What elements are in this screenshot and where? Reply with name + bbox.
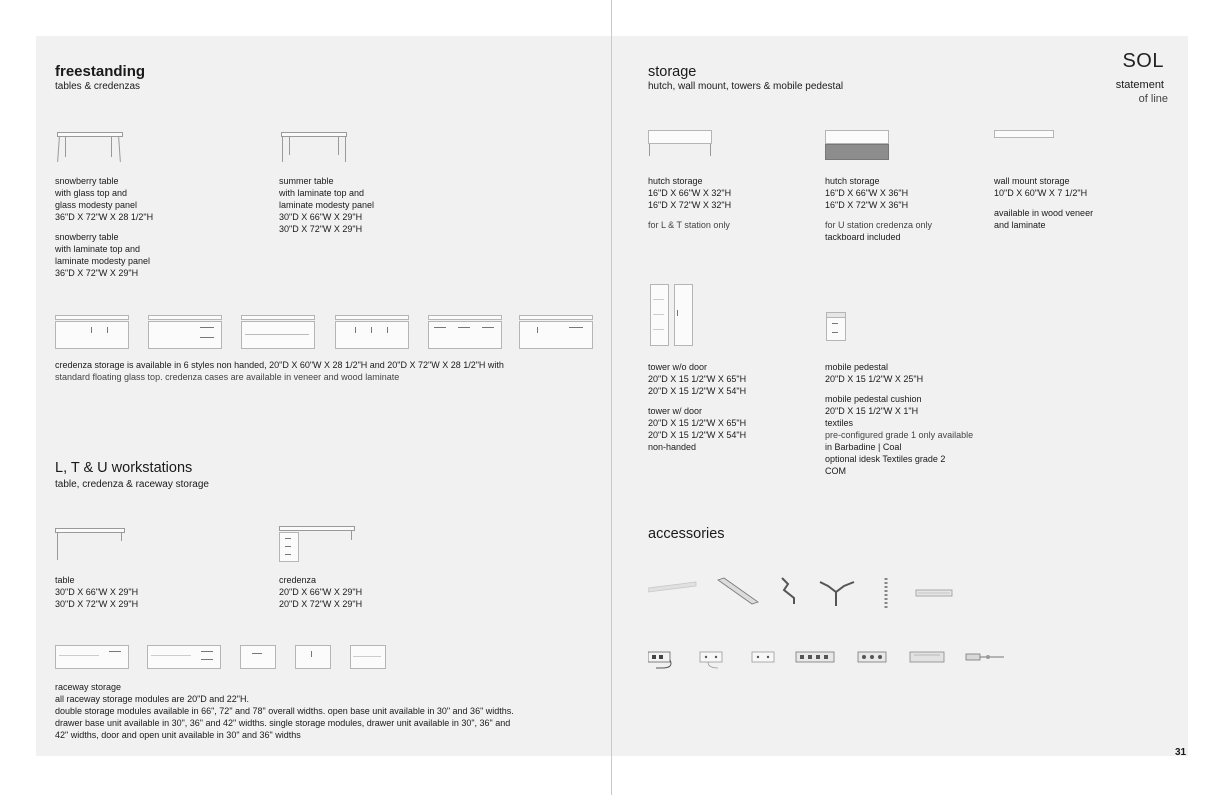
accessories-title: accessories — [648, 526, 725, 542]
mobile-pedestal-image — [826, 312, 848, 342]
note-line: standard floating glass top. credenza cases are available in veneer and wood laminate — [55, 372, 400, 382]
spec-line: 20"D X 15 1/2"W X 54"H — [648, 430, 747, 440]
hutch-storage-lt-image — [648, 130, 714, 158]
spec-line: with laminate top and — [279, 188, 365, 198]
task-light-icon — [718, 578, 758, 604]
power-bar-icon — [916, 590, 952, 596]
grommet-outlet-icon — [858, 652, 886, 662]
credenza-style-2-image — [148, 315, 223, 349]
credenza-style-5-image — [428, 315, 503, 349]
summer-table-image — [279, 132, 349, 164]
cable-tray-icon — [648, 582, 696, 592]
hutch-storage-u-image — [825, 130, 891, 160]
storage-title: storage — [648, 64, 697, 80]
spec-note: pre-configured grade 1 only available — [825, 430, 974, 440]
spec-line: with laminate top and — [55, 244, 141, 254]
spec-line: table — [55, 575, 75, 585]
spec-line: 42" widths, door and open unit available in 30" and 36" widths — [55, 730, 301, 740]
hutch-u-specs — [825, 175, 932, 243]
spec-line: 36"D X 72"W X 28 1/2"H — [55, 212, 154, 222]
spec-line: 30"D X 72"W X 29"H — [279, 224, 363, 234]
note-line: credenza storage is available in 6 styles non handed, 20"D X 60"W X 28 1/2"H and 20"D X 72"W X 28 1/2"H with — [55, 360, 504, 370]
spec-line: hutch storage — [648, 176, 703, 186]
spec-line: mobile pedestal cushion — [825, 394, 922, 404]
tower-storage-image — [650, 284, 696, 348]
credenza-style-4-image — [335, 315, 410, 349]
spec-line: in Barbadine | Coal — [825, 442, 902, 452]
spec-line: snowberry table — [55, 176, 119, 186]
spec-note: available in wood veneer — [994, 208, 1094, 218]
brand-tagline-2: of line — [1138, 93, 1168, 105]
pedestal-specs — [825, 361, 973, 477]
spec-line: 16"D X 72"W X 36"H — [825, 200, 909, 210]
spec-line: 30"D X 66"W X 29"H — [279, 212, 363, 222]
spec-line: 20"D X 72"W X 29"H — [279, 599, 363, 609]
workstations-title: L, T & U workstations — [55, 460, 193, 476]
spec-line: textiles — [825, 418, 854, 428]
snowberry-table-image — [55, 132, 125, 164]
freestanding-title: freestanding — [55, 63, 146, 80]
spec-line: drawer base unit available in 30", 36" and 42" widths. single storage modules, drawer unit available in 30", 36" and — [55, 718, 511, 728]
raceway-double-open-image — [55, 645, 131, 669]
brand-name: SOL — [1122, 50, 1164, 72]
power-strip-icon — [796, 652, 834, 662]
credenza-note — [55, 359, 504, 383]
wall-mount-storage-image — [994, 130, 1056, 140]
raceway-single-open-image — [350, 645, 388, 669]
storage-subtitle: hutch, wall mount, towers & mobile pedestal — [648, 81, 844, 92]
credenza-style-6-image — [519, 315, 594, 349]
raceway-single-door-image — [295, 645, 333, 669]
spec-line: 20"D X 15 1/2"W X 65"H — [648, 418, 747, 428]
spec-note: for L & T station only — [648, 220, 730, 230]
wall-mount-specs — [994, 175, 1093, 231]
raceway-single-drawer-image — [240, 645, 278, 669]
spec-line: mobile pedestal — [825, 362, 889, 372]
spec-line: laminate modesty panel — [279, 200, 375, 210]
spec-line: 20"D X 15 1/2"W X 54"H — [648, 386, 747, 396]
spec-line: 20"D X 15 1/2"W X 1"H — [825, 406, 919, 416]
spec-line: 20"D X 15 1/2"W X 65"H — [648, 374, 747, 384]
raceway-double-drawer-image — [147, 645, 223, 669]
spec-line: 30"D X 72"W X 29"H — [55, 599, 139, 609]
spec-line: glass modesty panel — [55, 200, 138, 210]
spec-line: credenza — [279, 575, 317, 585]
spec-note: and laminate — [994, 220, 1046, 230]
brand-tagline-1: statement — [1115, 79, 1164, 91]
workstation-credenza-specs — [279, 574, 362, 610]
spec-line: raceway storage — [55, 682, 122, 692]
spec-line: laminate modesty panel — [55, 256, 151, 266]
spec-line: 20"D X 66"W X 29"H — [279, 587, 363, 597]
spec-line: 16"D X 66"W X 32"H — [648, 188, 732, 198]
spec-note: for U station credenza only — [825, 220, 933, 230]
spec-note: tackboard included — [825, 232, 901, 242]
snowberry-glass-specs — [55, 175, 153, 279]
tower-specs — [648, 361, 746, 453]
page-spine — [611, 0, 612, 795]
spec-line: with glass top and — [55, 188, 128, 198]
spec-line: optional idesk Textiles grade 2 — [825, 454, 946, 464]
spec-line: COM — [825, 466, 846, 476]
spec-line: tower w/ door — [648, 406, 703, 416]
spec-line: tower w/o door — [648, 362, 708, 372]
spec-line: wall mount storage — [994, 176, 1070, 186]
accessories-row-1-image — [648, 574, 1028, 610]
spec-line: hutch storage — [825, 176, 880, 186]
workstation-table-image — [55, 528, 127, 562]
workstations-subtitle: table, credenza & raceway storage — [55, 479, 209, 490]
workstation-credenza-image — [279, 526, 357, 564]
spec-line: non-handed — [648, 442, 697, 452]
spec-line: 10"D X 60"W X 7 1/2"H — [994, 188, 1088, 198]
spec-line: double storage modules available in 66", 72" and 78" overall widths. open base unit available in 30" and 36" widths. — [55, 706, 514, 716]
cord-connector-icon — [966, 654, 1004, 660]
workstation-table-specs — [55, 574, 138, 610]
spec-line: snowberry table — [55, 232, 119, 242]
accessories-row-2-image — [648, 646, 1028, 672]
data-box-icon — [910, 652, 944, 662]
usb-outlet-icon — [752, 652, 774, 662]
spec-line: summer table — [279, 176, 334, 186]
spec-line: 16"D X 66"W X 36"H — [825, 188, 909, 198]
spec-line: 16"D X 72"W X 32"H — [648, 200, 732, 210]
summer-table-specs — [279, 175, 374, 235]
monitor-arm-dual-icon — [820, 582, 854, 606]
monitor-arm-single-icon — [782, 578, 794, 604]
spec-line: 30"D X 66"W X 29"H — [55, 587, 139, 597]
credenza-style-1-image — [55, 315, 130, 349]
freestanding-subtitle: tables & credenzas — [55, 81, 141, 92]
spec-line: 20"D X 15 1/2"W X 25"H — [825, 374, 924, 384]
credenza-style-3-image — [241, 315, 316, 349]
power-module-icon — [648, 652, 671, 668]
spec-line: all raceway storage modules are 20"D and 22"H. — [55, 694, 249, 704]
page-number: 31 — [1175, 747, 1187, 758]
hutch-lt-specs — [648, 175, 731, 231]
raceway-specs — [55, 681, 514, 741]
outlet-module-icon — [700, 652, 722, 668]
spec-line: 36"D X 72"W X 29"H — [55, 268, 139, 278]
